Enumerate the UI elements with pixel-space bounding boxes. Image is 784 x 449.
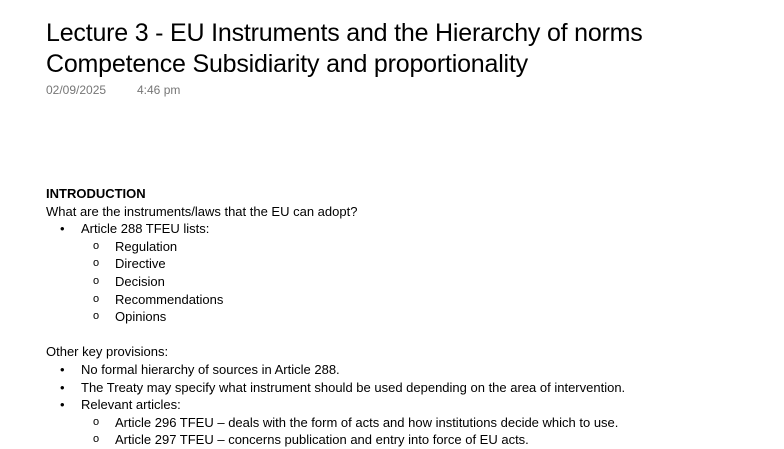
- list-item: [46, 291, 774, 309]
- list-item-text: Article 296 TFEU – deals with the form of acts and how institutions decide which to use.: [115, 414, 619, 430]
- circle-bullet-icon: o: [93, 292, 100, 305]
- note-date: 02/09/2025: [46, 83, 107, 97]
- list-item-text: Article 297 TFEU – concerns publication and entry into force of EU acts.: [115, 432, 529, 448]
- note-timestamp: [46, 83, 774, 97]
- list-item-text: Directive: [115, 256, 166, 272]
- blank-line: [46, 326, 774, 344]
- list-item-text: Opinions: [115, 309, 167, 325]
- circle-bullet-icon: o: [93, 415, 100, 428]
- circle-bullet-icon: o: [93, 257, 100, 270]
- circle-bullet-icon: o: [93, 433, 100, 446]
- list-item-text: Regulation: [115, 238, 178, 254]
- bullet-icon: •: [60, 379, 65, 395]
- circle-bullet-icon: o: [93, 274, 100, 287]
- list-item-text: No formal hierarchy of sources in Article 288.: [81, 361, 340, 377]
- circle-bullet-icon: o: [93, 239, 100, 252]
- page-title: [46, 18, 774, 80]
- list-item: [46, 273, 774, 291]
- list-item-text: Recommendations: [115, 291, 224, 307]
- list-item: [46, 238, 774, 256]
- title-line-1: Lecture 3 - EU Instruments and the Hierarchy of norms: [46, 19, 643, 47]
- list-item: [46, 414, 774, 432]
- section-heading-introduction: INTRODUCTION: [46, 186, 146, 201]
- list-item-text: Article 288 TFEU lists:: [81, 221, 210, 237]
- list-item-text: The Treaty may specify what instrument should be used depending on the area of intervention.: [81, 379, 626, 395]
- note-page: [46, 18, 774, 448]
- list-item-text: Decision: [115, 273, 165, 289]
- list-item: [46, 431, 774, 449]
- section-heading-other-provisions: Other key provisions:: [46, 344, 169, 360]
- list-item: [46, 361, 774, 379]
- note-time: 4:46 pm: [137, 83, 181, 97]
- list-item: [46, 396, 774, 414]
- bullet-icon: •: [60, 221, 65, 237]
- note-body[interactable]: [46, 185, 774, 449]
- title-line-2: Competence Subsidiarity and proportionality: [46, 50, 528, 78]
- list-item: [46, 379, 774, 397]
- circle-bullet-icon: o: [93, 310, 100, 323]
- bullet-icon: •: [60, 397, 65, 413]
- intro-question: What are the instruments/laws that the EU can adopt?: [46, 203, 358, 219]
- list-item: [46, 220, 774, 238]
- list-item: [46, 255, 774, 273]
- bullet-icon: •: [60, 361, 65, 377]
- list-item: [46, 308, 774, 326]
- list-item-text: Relevant articles:: [81, 397, 181, 413]
